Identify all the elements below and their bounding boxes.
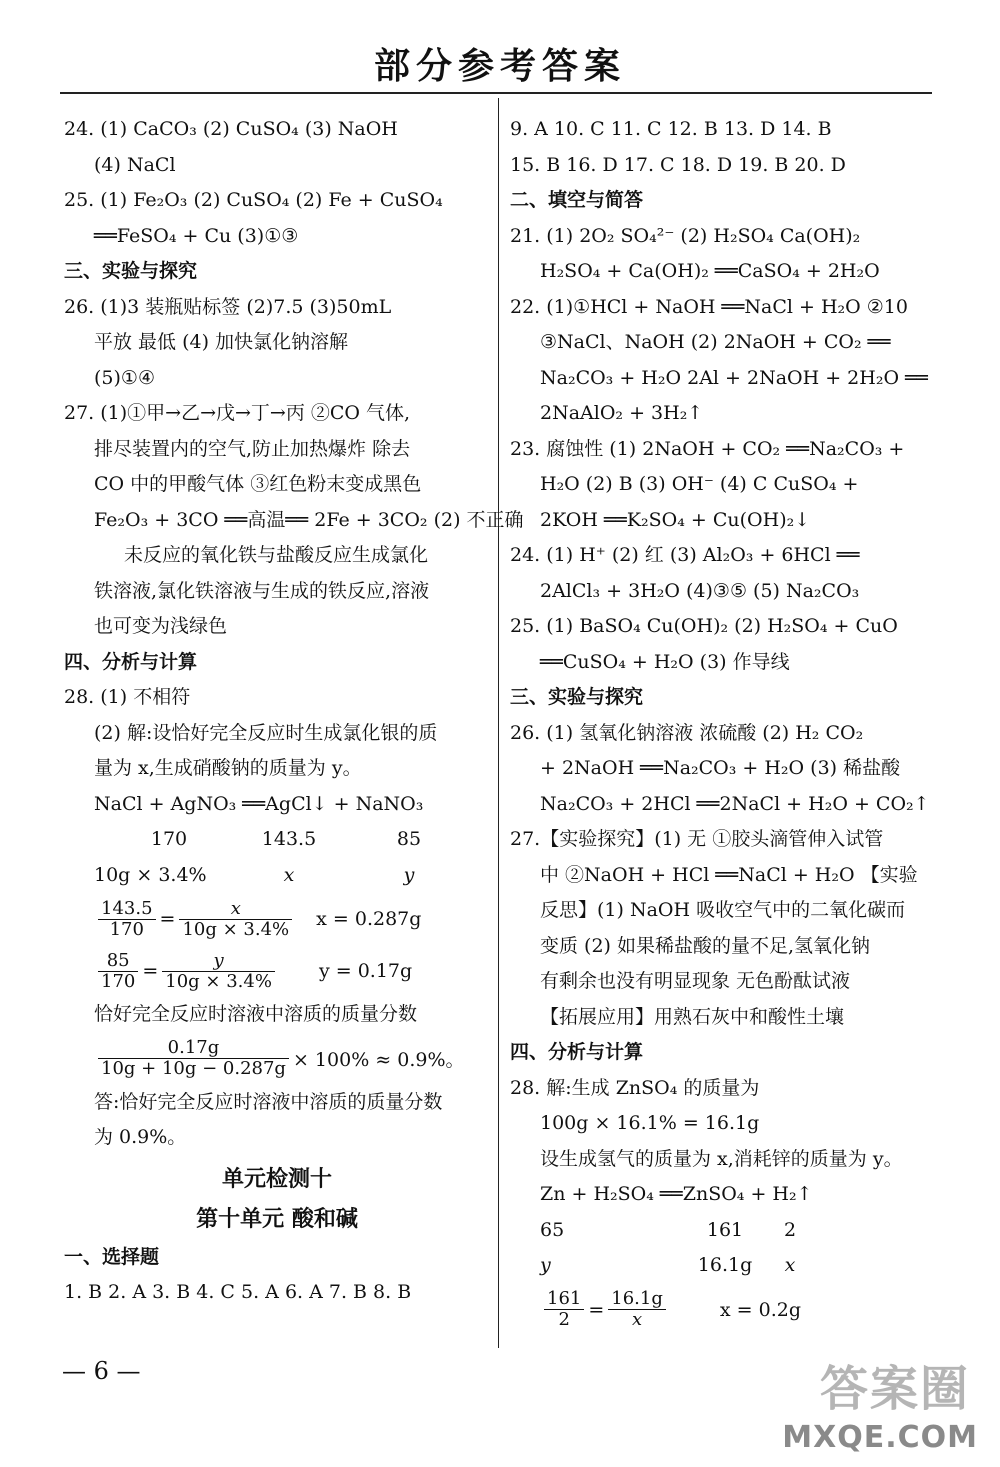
fraction	[98, 1038, 289, 1079]
answer-line: 26. (1) 氢氧化钠溶液 浓硫酸 (2) H₂ CO₂	[510, 721, 864, 744]
answer-line: 22. (1)①HCl + NaOH ══NaCl + H₂O ②10	[510, 295, 908, 318]
unit-subtitle: 第十单元 酸和碱	[196, 1206, 358, 1232]
answer-line: 量为 x,生成硝酸钠的质量为 y。	[94, 757, 362, 779]
value: 143.5	[261, 828, 317, 850]
result: x = 0.287g	[316, 908, 422, 930]
denominator: 170	[101, 970, 136, 992]
answer-line: 26. (1)3 装瓶贴标签 (2)7.5 (3)50mL	[64, 295, 392, 318]
numerator: y	[162, 951, 275, 972]
answer-line: 2AlCl₃ + 3H₂O (4)③⑤ (5) Na₂CO₃	[540, 579, 860, 602]
denominator: 10g × 3.4%	[182, 918, 290, 940]
proportion-equation: $\frac{143.5}{170}$ = $\frac{x}{10g \times 3.4\%}$ x = 0.287g	[64, 893, 490, 945]
answer-line: 27.【实验探究】(1) 无 ①胶头滴管伸入试管	[510, 828, 884, 850]
denominator: 10g × 3.4%	[165, 970, 272, 992]
fraction	[179, 899, 292, 940]
answer-line: 23. 腐蚀性 (1) 2NaOH + CO₂ ══Na₂CO₃ +	[510, 437, 905, 460]
value: 65	[540, 1218, 565, 1241]
denominator: 170	[109, 918, 144, 940]
answer-line: 平放 最低 (4) 加快氯化钠溶解	[94, 331, 349, 353]
answer-line: 27. (1)①甲→乙→戊→丁→丙 ②CO 气体,	[64, 402, 411, 424]
value: y	[540, 1254, 551, 1276]
answer-line: 15. B 16. D 17. C 18. D 19. B 20. D	[510, 153, 846, 176]
numerator: 161	[544, 1289, 584, 1310]
denominator: 2	[558, 1309, 570, 1330]
answer-line: ══FeSO₄ + Cu (3)①③	[94, 224, 299, 247]
answer-line: 答:恰好完全反应时溶液中溶质的质量分数	[94, 1090, 443, 1113]
header-rule	[60, 92, 932, 94]
numerator: 85	[98, 951, 138, 972]
answer-line: 设生成氢气的质量为 x,消耗锌的质量为 y。	[540, 1147, 903, 1170]
answer-line: 2KOH ══K₂SO₄ + Cu(OH)₂↓	[540, 508, 811, 531]
answer-line: 100g × 16.1% = 16.1g	[540, 1112, 760, 1134]
answer-line: CO 中的甲酸气体 ③红色粉末变成黑色	[94, 473, 422, 495]
answer-line: 9. A 10. C 11. C 12. B 13. D 14. B	[510, 118, 832, 140]
equation-line: Na₂CO₃ + 2HCl ══2NaCl + H₂O + CO₂↑	[540, 792, 930, 815]
answer-line: 【拓展应用】用熟石灰中和酸性土壤	[540, 1005, 845, 1028]
answer-line: 中 ②NaOH + HCl ══NaCl + H₂O 【实验	[540, 863, 918, 886]
answer-line: 反思】(1) NaOH 吸收空气中的二氧化碳而	[540, 899, 906, 921]
answer-line: (2) 解:设恰好完全反应时生成氯化银的质	[94, 721, 438, 744]
value: x	[283, 863, 295, 886]
answer-line: 21. (1) 2O₂ SO₄²⁻ (2) H₂SO₄ Ca(OH)₂	[510, 224, 861, 247]
fraction	[162, 951, 275, 992]
answer-line: + 2NaOH ══Na₂CO₃ + H₂O (3) 稀盐酸	[540, 757, 901, 779]
right-column	[510, 112, 934, 1336]
numerator: x	[179, 899, 292, 920]
answer-line: 25. (1) Fe₂O₃ (2) CuSO₄ (2) Fe + CuSO₄	[64, 189, 443, 211]
answer-line: 恰好完全反应时溶液中溶质的质量分数	[94, 1003, 418, 1025]
section-heading: 三、实验与探究	[510, 686, 644, 708]
value: 10g × 3.4%	[94, 863, 207, 886]
result: x = 0.2g	[719, 1298, 801, 1321]
answer-line: 排尽装置内的空气,防止加热爆炸 除去	[94, 437, 411, 460]
equation-line: Zn + H₂SO₄ ══ZnSO₄ + H₂↑	[540, 1183, 813, 1205]
denominator: x	[632, 1309, 643, 1330]
denominator: 10g + 10g − 0.287g	[101, 1058, 286, 1079]
answer-line: 为 0.9%。	[94, 1126, 187, 1148]
answer-line: (5)①④	[94, 366, 155, 389]
section-heading: 三、实验与探究	[64, 260, 198, 282]
value-row	[64, 858, 490, 894]
proportion-equation: $\frac{161}{2}$ = $\frac{16.1g}{x}$ x = 0.2g	[510, 1284, 934, 1336]
fraction	[544, 1289, 584, 1330]
result: × 100% ≈ 0.9%。	[292, 1049, 465, 1071]
fraction	[98, 899, 156, 940]
answer-line: Na₂CO₃ + H₂O 2Al + 2NaOH + 2H₂O ══	[540, 366, 928, 389]
answer-line: 有剩余也没有明显现象 无色酚酞试液	[540, 970, 851, 992]
answer-line: 也可变为浅绿色	[94, 615, 228, 637]
value: x	[784, 1254, 796, 1276]
answer-line: 28. 解:生成 ZnSO₄ 的质量为	[510, 1076, 760, 1099]
equation-line: NaCl + AgNO₃ ══AgCl↓ + NaNO₃	[94, 792, 424, 815]
value: y	[403, 863, 415, 886]
result: y = 0.17g	[318, 960, 413, 982]
value: 161	[706, 1218, 744, 1241]
answer-line: 28. (1) 不相符	[64, 686, 191, 708]
page-number: — 6 —	[62, 1357, 141, 1385]
section-heading: 二、填空与简答	[510, 189, 644, 211]
section-heading: 四、分析与计算	[510, 1041, 644, 1063]
proportion-equation: $\frac{85}{170}$ = $\frac{y}{10g \times 3.4\%}$ y = 0.17g	[64, 945, 490, 997]
value-row	[64, 822, 490, 858]
answer-line: ③NaCl、NaOH (2) 2NaOH + CO₂ ══	[540, 331, 891, 353]
equation-line: Fe₂O₃ + 3CO ══高温══ 2Fe + 3CO₂ (2) 不正确	[94, 508, 524, 531]
fraction	[98, 951, 138, 992]
answer-line: ══CuSO₄ + H₂O (3) 作导线	[540, 650, 790, 673]
watermark-logo: 答案圈	[819, 1361, 970, 1417]
value: 170	[150, 828, 188, 850]
answer-line: 24. (1) CaCO₃ (2) CuSO₄ (3) NaOH	[64, 118, 398, 140]
value: 2	[783, 1218, 797, 1241]
section-heading: 四、分析与计算	[64, 650, 198, 673]
unit-title: 单元检测十	[221, 1166, 332, 1192]
numerator: 143.5	[98, 899, 156, 920]
answer-line: H₂O (2) B (3) OH⁻ (4) C CuSO₄ +	[540, 473, 859, 495]
value-row	[510, 1248, 934, 1284]
value-row	[510, 1213, 934, 1249]
answer-line: 25. (1) BaSO₄ Cu(OH)₂ (2) H₂SO₄ + CuO	[510, 615, 898, 637]
answer-line: 1. B 2. A 3. B 4. C 5. A 6. A 7. B 8. B	[64, 1281, 412, 1303]
page-title: 部分参考答案	[373, 46, 626, 87]
watermark-text: MXQE.COM	[782, 1420, 978, 1455]
answer-line: 2NaAlO₂ + 3H₂↑	[540, 402, 704, 424]
answer-line: 24. (1) H⁺ (2) 红 (3) Al₂O₃ + 6HCl ══	[510, 544, 860, 566]
equation-line: H₂SO₄ + Ca(OH)₂ ══CaSO₄ + 2H₂O	[540, 260, 880, 282]
fraction	[608, 1289, 666, 1330]
answer-line: 铁溶液,氯化铁溶液与生成的铁反应,溶液	[94, 579, 430, 602]
column-divider	[498, 98, 499, 1348]
answer-line: 变质 (2) 如果稀盐酸的量不足,氢氧化钠	[540, 934, 871, 957]
answer-line: 未反应的氧化铁与盐酸反应生成氯化	[124, 544, 429, 566]
value: 85	[396, 828, 422, 850]
numerator: 16.1g	[608, 1289, 666, 1310]
numerator: 0.17g	[98, 1038, 289, 1059]
value: 16.1g	[697, 1254, 753, 1276]
left-column	[64, 112, 524, 1311]
percentage-equation	[64, 1033, 490, 1085]
section-heading: 一、选择题	[64, 1245, 160, 1268]
answer-line: (4) NaCl	[94, 153, 176, 176]
